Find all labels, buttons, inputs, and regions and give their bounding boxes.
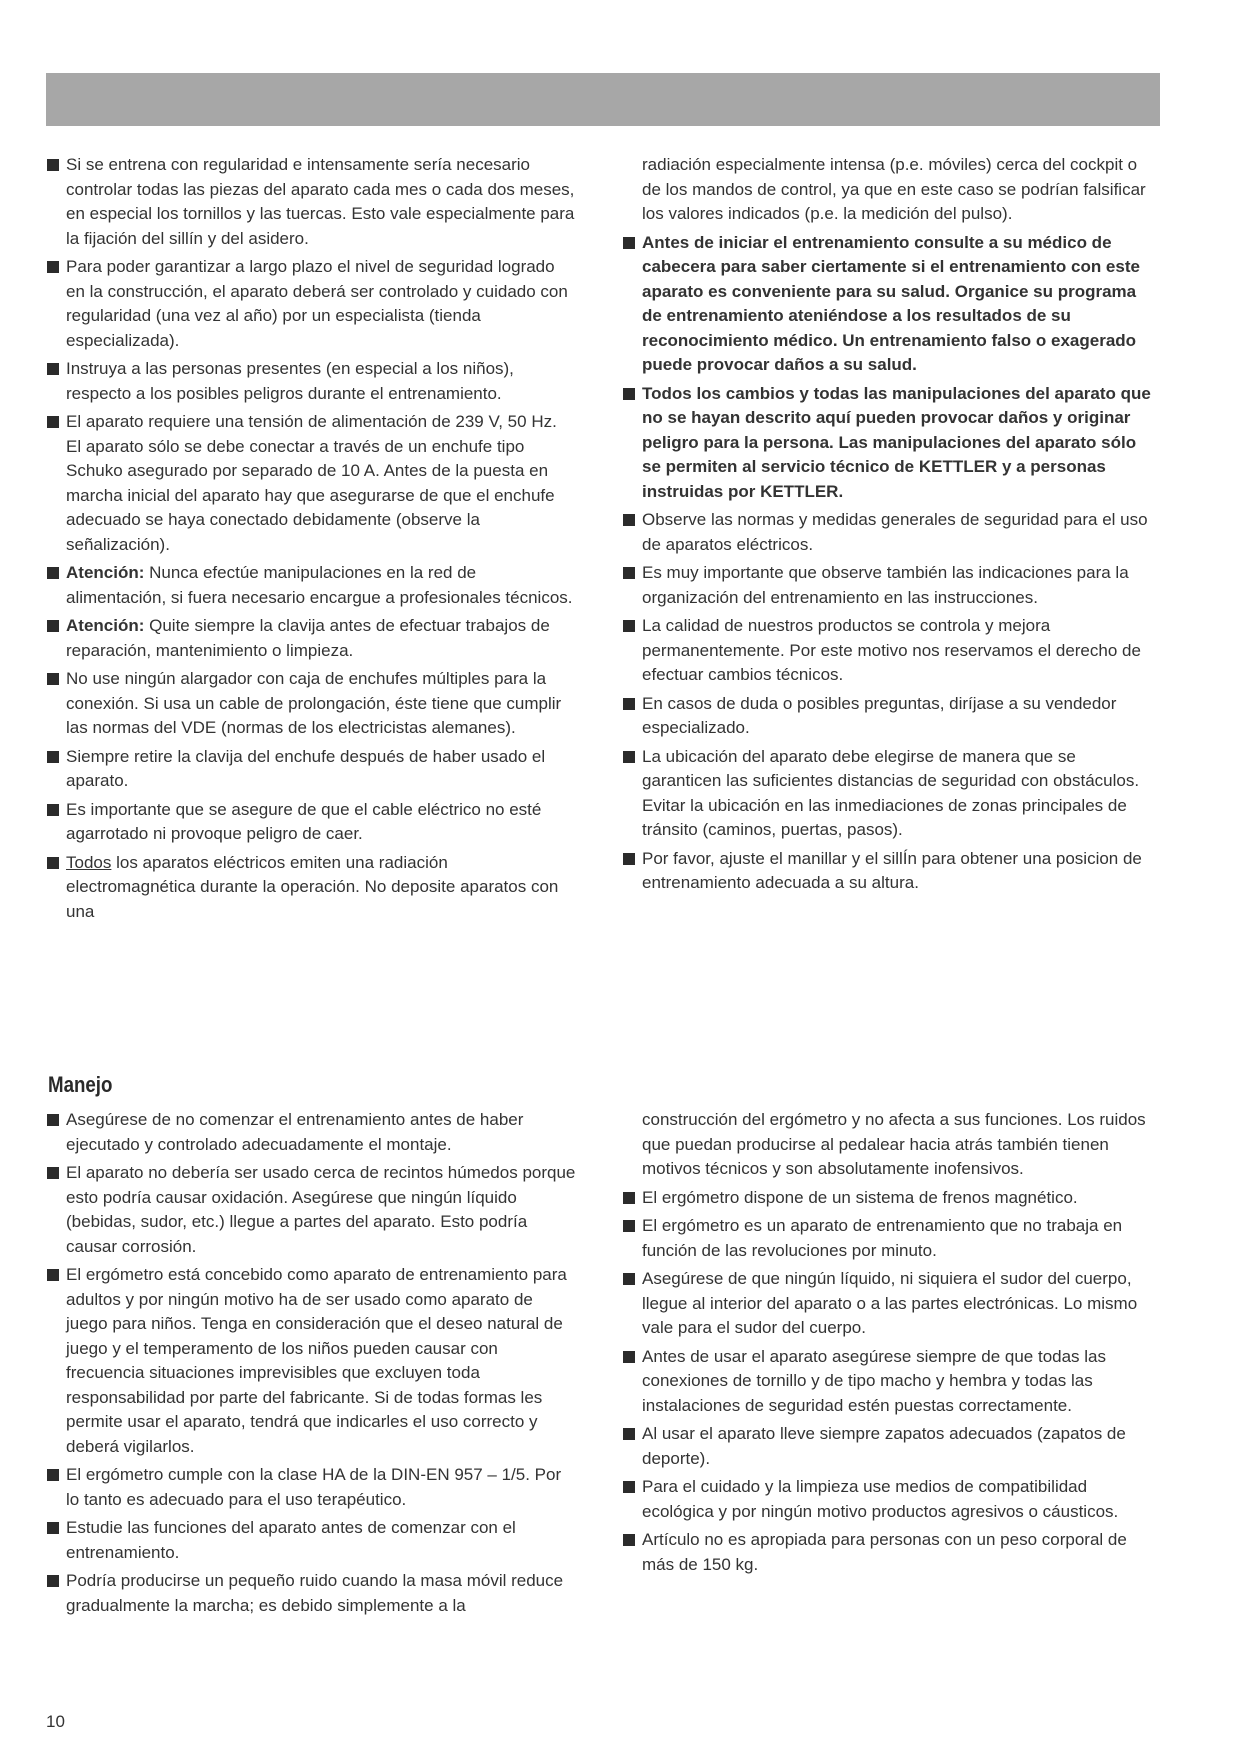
list-item-continuation: construcción del ergómetro y no afecta a sus funciones. Los ruidos que puedan producirse al pedalear hacia atrás también tienen motivos técnicos y son absolutamente inofensivos. xyxy=(642,1110,1146,1178)
list-item: La ubicación del aparato debe elegirse de manera que se garanticen las suficientes distancias de seguridad con obstáculos. Evitar la ubicación en las inmediaciones de zonas principales de tránsito (caminos, puertas, pasos). xyxy=(622,745,1152,843)
safety-right-column xyxy=(622,153,1152,900)
manejo-left-column xyxy=(46,1108,576,1622)
list-item: Si se entrena con regularidad e intensamente sería necesario controlar todas las piezas del aparato cada mes o cada dos meses, en especial los tornillos y las tuercas. Esto vale especialmente para la fijación del sillín y del asidero. xyxy=(46,153,576,251)
list-item: Atención: Quite siempre la clavija antes de efectuar trabajos de reparación, mantenimiento o limpieza. xyxy=(46,614,576,663)
list-item: En casos de duda o posibles preguntas, diríjase a su vendedor especializado. xyxy=(622,692,1152,741)
list-item: Siempre retire la clavija del enchufe después de haber usado el aparato. xyxy=(46,745,576,794)
list-item: Todos los cambios y todas las manipulaciones del aparato que no se hayan descrito aquí pueden provocar daños y originar peligro para la persona. Las manipulaciones del aparato sólo se permiten al servicio técnico de KETTLER y a personas instruidas por KETTLER. xyxy=(622,382,1152,505)
list-item: Antes de iniciar el entrenamiento consulte a su médico de cabecera para saber ciertamente si el entrenamiento con este aparato es conveniente para su salud. Organice su programa de entrenamiento ateniéndose a los resultados de su reconocimiento médico. Un entrenamiento falso o exagerado puede provocar daños a su salud. xyxy=(622,231,1152,378)
list-item: El ergómetro dispone de un sistema de frenos magnético. xyxy=(622,1186,1152,1211)
warning-label: Atención: xyxy=(66,616,145,635)
list-item: El aparato no debería ser usado cerca de recintos húmedos porque esto podría causar oxidación. Asegúrese que ningún líquido (bebidas, sudor, etc.) llegue a partes del aparato. Esto podría causar corrosión. xyxy=(46,1161,576,1259)
list-item: Para el cuidado y la limpieza use medios de compatibilidad ecológica y por ningún motivo productos agresivos o cáusticos. xyxy=(622,1475,1152,1524)
list-item: Asegúrese de que ningún líquido, ni siquiera el sudor del cuerpo, llegue al interior del aparato o a las partes electrónicas. Lo mismo vale para el sudor del cuerpo. xyxy=(622,1267,1152,1341)
list-item: Por favor, ajuste el manillar y el sillÍn para obtener una posicion de entrenamiento adecuada a su altura. xyxy=(622,847,1152,896)
list-item-continuation: radiación especialmente intensa (p.e. móviles) cerca del cockpit o de los mandos de control, ya que en este caso se podrían falsificar los valores indicados (p.e. la medición del pulso). xyxy=(642,155,1146,223)
list-item: Estudie las funciones del aparato antes de comenzar con el entrenamiento. xyxy=(46,1516,576,1565)
manejo-right-column xyxy=(622,1108,1152,1581)
header-bar xyxy=(46,73,1160,126)
list-item: Asegúrese de no comenzar el entrenamiento antes de haber ejecutado y controlado adecuadamente el montaje. xyxy=(46,1108,576,1157)
list-item: No use ningún alargador con caja de enchufes múltiples para la conexión. Si usa un cable de prolongación, éste tiene que cumplir las normas del VDE (normas de los electricistas alemanes). xyxy=(46,667,576,741)
section-title: Manejo xyxy=(48,1072,113,1097)
list-item: Artículo no es apropiada para personas con un peso corporal de más de 150 kg. xyxy=(622,1528,1152,1577)
safety-left-column xyxy=(46,153,576,928)
list-item: Instruya a las personas presentes (en especial a los niños), respecto a los posibles peligros durante el entrenamiento. xyxy=(46,357,576,406)
list-item: Es importante que se asegure de que el cable eléctrico no esté agarrotado ni provoque peligro de caer. xyxy=(46,798,576,847)
list-item: El ergómetro es un aparato de entrenamiento que no trabaja en función de las revoluciones por minuto. xyxy=(622,1214,1152,1263)
underlined-word: Todos xyxy=(66,852,112,872)
list-item: El ergómetro está concebido como aparato de entrenamiento para adultos y por ningún motivo ha de ser usado como aparato de juego para niños. Tenga en consideración que el deseo natural de juego y el temperamento de los niños pueden causar con frecuencia situaciones imprevisibles que excluyen toda responsabilidad por parte del fabricante. Si de todas formas les permite usar el aparato, tendrá que indicarles el uso correcto y deberá vigilarlos. xyxy=(46,1263,576,1459)
list-item: El ergómetro cumple con la clase HA de la DIN-EN 957 – 1/5. Por lo tanto es adecuado para el uso terapéutico. xyxy=(46,1463,576,1512)
list-item: La calidad de nuestros productos se controla y mejora permanentemente. Por este motivo nos reservamos el derecho de efectuar cambios técnicos. xyxy=(622,614,1152,688)
list-item: Atención: Nunca efectúe manipulaciones en la red de alimentación, si fuera necesario encargue a profesionales técnicos. xyxy=(46,561,576,610)
list-item: Al usar el aparato lleve siempre zapatos adecuados (zapatos de deporte). xyxy=(622,1422,1152,1471)
list-item: Todos los aparatos eléctricos emiten una radiación electromagnética durante la operación. No deposite aparatos con una xyxy=(46,851,576,925)
list-item: Antes de usar el aparato asegúrese siempre de que todas las conexiones de tornillo y de tipo macho y hembra y todas las instalaciones de seguridad estén puestas correctamente. xyxy=(622,1345,1152,1419)
list-item: El aparato requiere una tensión de alimentación de 239 V, 50 Hz. El aparato sólo se debe conectar a través de un enchufe tipo Schuko asegurado por separado de 10 A. Antes de la puesta en marcha inicial del aparato hay que asegurarse de que el enchufe adecuado se haya conectado debidamente (observe la señalización). xyxy=(46,410,576,557)
list-item: Observe las normas y medidas generales de seguridad para el uso de aparatos eléctricos. xyxy=(622,508,1152,557)
list-item: Es muy importante que observe también las indicaciones para la organización del entrenamiento en las instrucciones. xyxy=(622,561,1152,610)
page-number: 10 xyxy=(46,1712,65,1731)
warning-label: Atención: xyxy=(66,563,145,582)
list-item: Podría producirse un pequeño ruido cuando la masa móvil reduce gradualmente la marcha; es debido simplemente a la xyxy=(46,1569,576,1618)
list-item: Para poder garantizar a largo plazo el nivel de seguridad logrado en la construcción, el aparato deberá ser controlado y cuidado con regularidad (una vez al año) por un especialista (tienda especializada). xyxy=(46,255,576,353)
